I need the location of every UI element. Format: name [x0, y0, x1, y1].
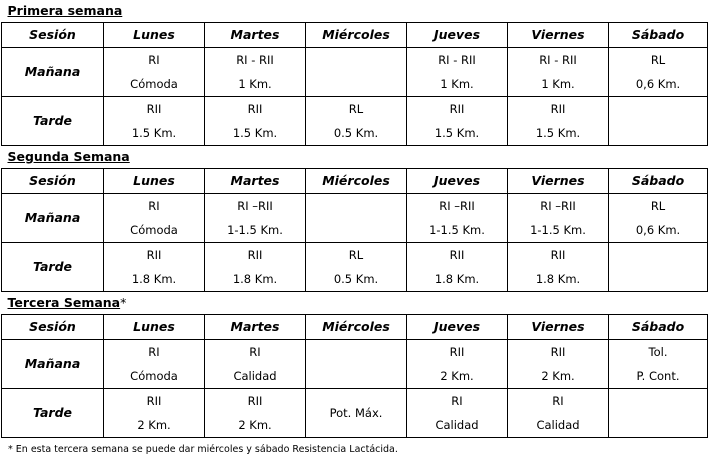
workout-line: 1.8 Km. — [131, 272, 177, 286]
session-row — [2, 48, 708, 97]
workout-cell — [609, 48, 708, 97]
day-header: Viernes — [508, 23, 609, 48]
workout-line: RI - RII — [236, 53, 274, 67]
day-header: Martes — [205, 315, 306, 340]
week-title: Segunda Semana — [7, 149, 130, 164]
workout-line: RI –RII — [540, 199, 576, 213]
workout-line: 2 Km. — [238, 418, 272, 432]
workout-cell — [306, 48, 407, 97]
day-header: Miércoles — [306, 315, 407, 340]
workout-line: Calidad — [233, 369, 277, 383]
training-plan-table — [1, 0, 708, 438]
day-header: Martes — [205, 23, 306, 48]
session-header: Sesión — [2, 23, 104, 48]
workout-cell — [609, 243, 708, 292]
week-title-cell — [2, 146, 708, 169]
workout-cell — [407, 48, 508, 97]
session-label: Tarde — [2, 97, 104, 146]
workout-cell — [407, 97, 508, 146]
day-header: Lunes — [104, 315, 205, 340]
day-header: Miércoles — [306, 169, 407, 194]
workout-cell — [609, 340, 708, 389]
workout-cell — [205, 97, 306, 146]
workout-line: Calidad — [536, 418, 580, 432]
day-header-row — [2, 315, 708, 340]
week-title-row — [2, 0, 708, 23]
workout-line: RII — [449, 102, 465, 116]
day-header: Viernes — [508, 315, 609, 340]
workout-line: 1.5 Km. — [434, 126, 480, 140]
workout-line: RII — [550, 102, 566, 116]
workout-line: Calidad — [435, 418, 479, 432]
workout-line: RL — [650, 199, 666, 213]
week-title-row — [2, 146, 708, 169]
session-label: Tarde — [2, 389, 104, 438]
workout-line: 1-1.5 Km. — [530, 223, 586, 237]
workout-line: 0.5 Km. — [333, 272, 379, 286]
week-title-cell — [2, 0, 708, 23]
workout-cell — [407, 389, 508, 438]
day-header-row — [2, 23, 708, 48]
day-header: Lunes — [104, 169, 205, 194]
workout-line: RI — [249, 345, 261, 359]
workout-line: RII — [247, 394, 263, 408]
workout-cell — [508, 48, 609, 97]
workout-line: 1-1.5 Km. — [227, 223, 283, 237]
workout-line: RL — [650, 53, 666, 67]
workout-line: 2 Km. — [440, 369, 474, 383]
workout-line: 1.8 Km. — [434, 272, 480, 286]
workout-line: RL — [348, 102, 364, 116]
workout-line: RII — [550, 248, 566, 262]
workout-line: RII — [247, 102, 263, 116]
workout-line: 1.5 Km. — [535, 126, 581, 140]
workout-line: RII — [449, 248, 465, 262]
session-label: Mañana — [2, 340, 104, 389]
workout-cell — [508, 194, 609, 243]
week-title: Primera semana — [7, 3, 123, 18]
day-header: Martes — [205, 169, 306, 194]
workout-line: RI - RII — [438, 53, 476, 67]
day-header: Sábado — [609, 169, 708, 194]
day-header: Viernes — [508, 169, 609, 194]
workout-line: RL — [348, 248, 364, 262]
workout-cell — [306, 243, 407, 292]
week-title-cell — [2, 292, 708, 315]
workout-cell — [407, 340, 508, 389]
workout-cell — [104, 194, 205, 243]
workout-line: RI — [148, 345, 160, 359]
workout-line: RI –RII — [439, 199, 475, 213]
workout-line: 1-1.5 Km. — [429, 223, 485, 237]
workout-cell — [508, 97, 609, 146]
workout-cell — [508, 340, 609, 389]
day-header: Miércoles — [306, 23, 407, 48]
week-title-row — [2, 292, 708, 315]
workout-line: RII — [247, 248, 263, 262]
workout-cell — [205, 340, 306, 389]
workout-cell — [508, 243, 609, 292]
workout-line: RII — [146, 394, 162, 408]
workout-line: Pot. Máx. — [329, 406, 383, 420]
workout-cell — [205, 194, 306, 243]
workout-cell — [407, 194, 508, 243]
session-header: Sesión — [2, 169, 104, 194]
workout-line: RII — [146, 102, 162, 116]
workout-cell — [609, 194, 708, 243]
day-header-row — [2, 169, 708, 194]
workout-cell — [306, 340, 407, 389]
workout-line: 1 Km. — [541, 77, 575, 91]
workout-cell — [104, 97, 205, 146]
workout-cell — [205, 48, 306, 97]
workout-cell — [306, 97, 407, 146]
session-row — [2, 340, 708, 389]
workout-line: 1.8 Km. — [535, 272, 581, 286]
day-header: Jueves — [407, 169, 508, 194]
workout-line: 1 Km. — [238, 77, 272, 91]
workout-line: RI –RII — [237, 199, 273, 213]
workout-line: 1.5 Km. — [232, 126, 278, 140]
workout-cell — [609, 389, 708, 438]
workout-cell — [205, 389, 306, 438]
workout-line: 1.8 Km. — [232, 272, 278, 286]
workout-line: RII — [449, 345, 465, 359]
day-header: Jueves — [407, 23, 508, 48]
footnote: * En esta tercera semana se puede dar miércoles y sábado Resistencia Lactácida. — [8, 444, 398, 455]
workout-cell — [306, 194, 407, 243]
session-label: Mañana — [2, 48, 104, 97]
workout-line: Cómoda — [130, 369, 178, 383]
workout-line: RI — [148, 53, 160, 67]
session-row — [2, 194, 708, 243]
workout-line: 0,6 Km. — [635, 77, 681, 91]
workout-line: RI — [552, 394, 564, 408]
week-note-marker: * — [120, 295, 127, 310]
session-label: Mañana — [2, 194, 104, 243]
week-title: Tercera Semana — [7, 295, 121, 310]
workout-line: RI — [148, 199, 160, 213]
workout-line: 1 Km. — [440, 77, 474, 91]
workout-line: 0.5 Km. — [333, 126, 379, 140]
workout-cell — [508, 389, 609, 438]
workout-line: Tol. — [648, 345, 668, 359]
workout-line: Cómoda — [130, 223, 178, 237]
workout-line: 2 Km. — [137, 418, 171, 432]
day-header: Lunes — [104, 23, 205, 48]
workout-cell — [104, 340, 205, 389]
day-header: Jueves — [407, 315, 508, 340]
workout-cell — [306, 389, 407, 438]
workout-cell — [205, 243, 306, 292]
workout-line: P. Cont. — [636, 369, 680, 383]
workout-line: 2 Km. — [541, 369, 575, 383]
day-header: Sábado — [609, 23, 708, 48]
workout-line: Cómoda — [130, 77, 178, 91]
workout-line: RII — [146, 248, 162, 262]
workout-line: RI — [451, 394, 463, 408]
workout-line: RI - RII — [539, 53, 577, 67]
session-row — [2, 97, 708, 146]
workout-line: RII — [550, 345, 566, 359]
workout-line: 0,6 Km. — [635, 223, 681, 237]
workout-cell — [104, 48, 205, 97]
workout-cell — [104, 243, 205, 292]
session-label: Tarde — [2, 243, 104, 292]
workout-cell — [104, 389, 205, 438]
workout-cell — [609, 97, 708, 146]
day-header: Sábado — [609, 315, 708, 340]
session-row — [2, 389, 708, 438]
workout-cell — [407, 243, 508, 292]
session-header: Sesión — [2, 315, 104, 340]
workout-line: 1.5 Km. — [131, 126, 177, 140]
session-row — [2, 243, 708, 292]
